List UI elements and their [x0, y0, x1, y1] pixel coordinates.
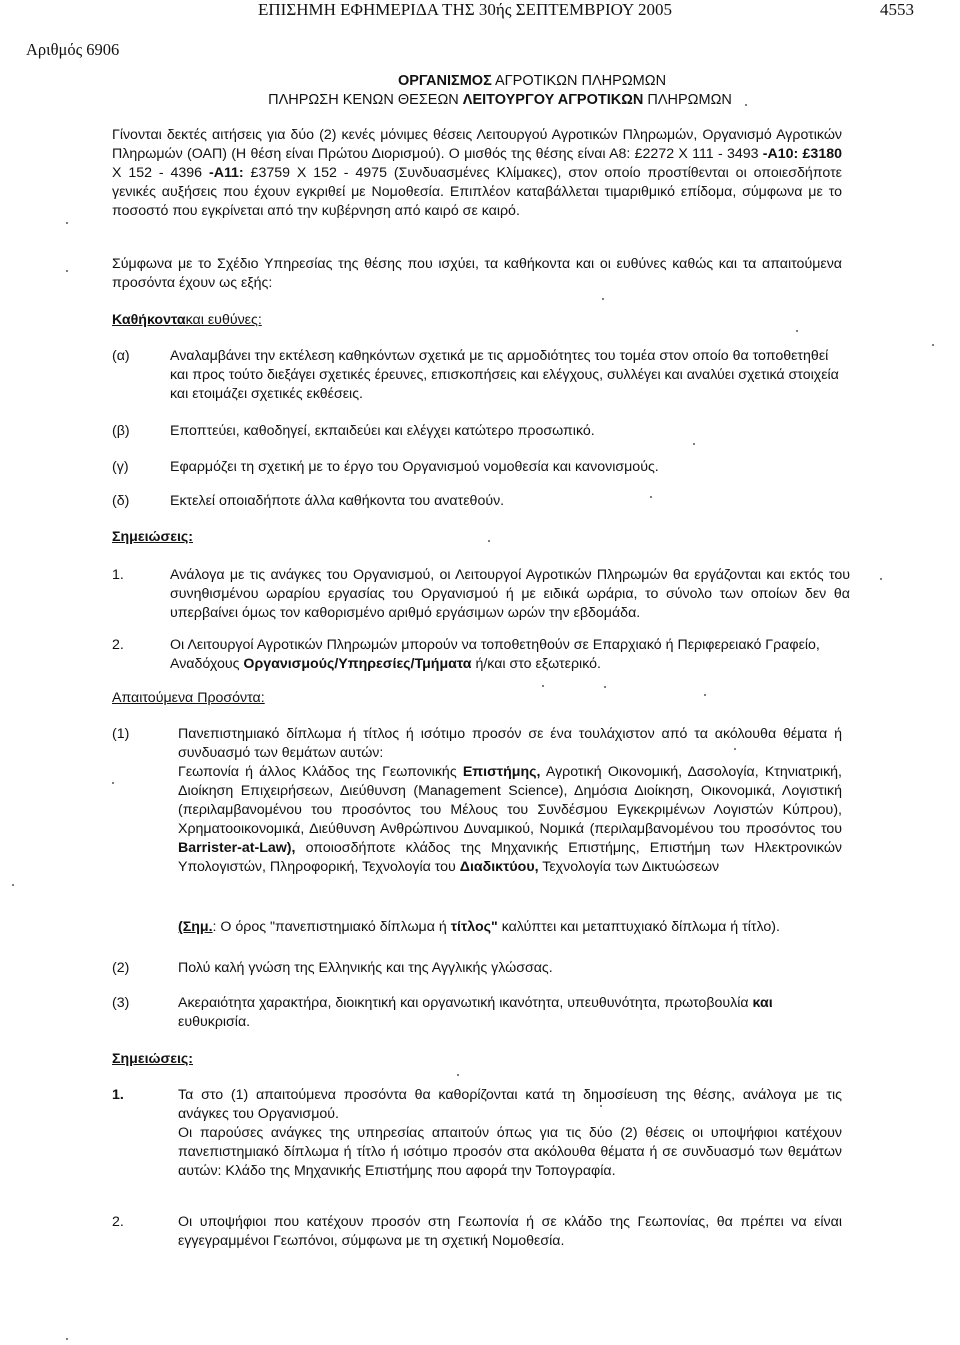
qualification-text-a: Ακεραιότητα χαρακτήρα, διοικητική και οργανωτική ικανότητα, υπευθυνότητα, πρωτοβουλία — [178, 995, 753, 1011]
qualification-note-text — [178, 918, 842, 937]
qualification-note-b: τίτλος" — [450, 919, 498, 935]
scan-speck — [604, 686, 606, 688]
scan-speck — [112, 782, 114, 784]
qualification-note-c: καλύπτει και μεταπτυχιακό δίπλωμα ή τίτλο). — [497, 919, 780, 935]
intro-text-c: Χ 152 - 4396 — [112, 165, 209, 181]
note-label: 2. — [112, 637, 124, 653]
qualification-note-bold: (Σημ. — [178, 919, 213, 935]
organization-title — [52, 72, 960, 91]
note-text — [170, 636, 850, 674]
qualification-text-b: και — [752, 995, 773, 1011]
announcement-title-start: ΠΛΗΡΩΣΗ ΚΕΝΩΝ ΘΕΣΕΩΝ — [268, 92, 463, 108]
note-text-a: Τα στο (1) απαιτούμενα προσόντα θα καθορίζονται κατά τη δημοσίευση της θέσης, ανάλογα με τις ανάγκες του Οργανισμού. — [178, 1087, 842, 1122]
scan-speck — [693, 443, 695, 445]
scan-speck — [66, 1338, 68, 1340]
note-text-bold: Οργανισμούς/Υπηρεσίες/Τμήματα — [243, 656, 472, 672]
scan-speck — [602, 298, 604, 300]
intro-text-e: £3759 Χ 152 - 4975 (Συνδυασμένες Κλίμακες), στον οποίο προστίθενται οι οποιεσδήποτε γενικές αυξήσεις που έχουν εγκριθεί με Νομοθεσία. Επιπλέον καταβάλλεται τιμαριθμικό επίδομα, σύμφωνα με το ποσοστό που εγκρίνεται από την κυβέρνηση από καιρό σε καιρό. — [112, 165, 842, 219]
duty-label: (γ) — [112, 459, 129, 475]
intro-salary-a10: -Α10: £3180 — [762, 146, 842, 162]
announcement-title — [20, 91, 960, 110]
qualification-text-e: Barrister-at-Law), — [178, 840, 296, 856]
qualification-subjects — [178, 763, 842, 877]
qualification-text-b: Γεωπονία ή άλλος Κλάδος της Γεωπονικής — [178, 764, 463, 780]
intro-salary-a11: -Α11: — [208, 165, 244, 181]
announcement-title-end: ΠΛΗΡΩΜΩΝ — [643, 92, 732, 108]
qualification-text — [178, 725, 842, 877]
notes-heading — [112, 528, 842, 547]
notes-heading — [112, 1050, 842, 1069]
scan-speck — [66, 222, 68, 224]
duty-text: Αναλαμβάνει την εκτέλεση καθηκόντων σχετικά με τις αρμοδιότητες του τομέα στον οποίο θα τοποθετηθεί και προς τούτο διεξάγει σχετικές έρευνες, επισκοπήσεις και ελέγχους, συλλέγει και αναλύει σχετικά στοιχεία και ετοιμάζει σχετικές εκθέσεις. — [170, 348, 839, 402]
scan-speck — [488, 540, 490, 542]
qualification-label: (1) — [112, 726, 130, 742]
notes-heading-text: Σημειώσεις: — [112, 1051, 194, 1067]
note-text-a: Οι Λειτουργοί Αγροτικών Πληρωμών μπορούν να τοποθετηθούν σε Επαρχιακό ή Περιφερειακό Γραφείο, Αναδόχους — [170, 637, 820, 672]
qualification-label: (3) — [112, 995, 130, 1011]
scan-speck — [745, 104, 747, 106]
note-label: 2. — [112, 1214, 124, 1230]
duty-label: (α) — [112, 348, 130, 364]
note-label: 1. — [112, 1087, 124, 1103]
scan-speck — [880, 578, 882, 580]
intro-text-2: Σύμφωνα με το Σχέδιο Υπηρεσίας της θέσης που ισχύει, τα καθήκοντα και οι ευθύνες καθώς και τα απαιτούμενα προσόντα έχουν ως εξής: — [112, 256, 842, 291]
page-header — [0, 0, 960, 30]
note-text-b: Οι παρούσες ανάγκες της υπηρεσίας απαιτούν όπως για τις δύο (2) θέσεις οι υποψήφιοι κατέχουν πανεπιστημιακό δίπλωμα ή τίτλο ή ισότιμο προσόν στα ακόλουθα θέματα ή σε συνδυασμό των θεμάτων αυτών: Κλάδο της Μηχανικής Επιστήμης που αφορά την Τοπογραφία. — [178, 1125, 842, 1179]
duty-text: Εποπτεύει, καθοδηγεί, εκπαιδεύει και ελέγχει κατώτερο προσωπικό. — [170, 423, 595, 439]
qualifications-heading — [112, 689, 842, 708]
scan-speck — [457, 1074, 459, 1076]
notes-heading-text: Σημειώσεις: — [112, 529, 194, 545]
organization-name-rest: ΑΓΡΟΤΙΚΩΝ ΠΛΗΡΩΜΩΝ — [491, 73, 667, 89]
note-text-c: ή/και στο εξωτερικό. — [471, 656, 601, 672]
duties-heading-bold: Καθήκοντα — [112, 312, 186, 328]
note-label: 1. — [112, 567, 124, 583]
qualification-text-g: Διαδικτύου, — [459, 859, 539, 875]
scan-speck — [704, 694, 706, 696]
scan-speck — [66, 270, 68, 272]
scan-speck — [734, 748, 736, 750]
duty-text: Εφαρμόζει τη σχετική με το έργο του Οργανισμού νομοθεσία και κανονισμούς. — [170, 459, 659, 475]
gazette-title: ΕΠΙΣΗΜΗ ΕΦΗΜΕΡΙΔΑ ΤΗΣ 30ής ΣΕΠΤΕΜΒΡΙΟΥ 2005 — [258, 0, 672, 19]
note-text — [178, 1086, 842, 1181]
intro-paragraph — [112, 126, 842, 221]
scan-speck — [600, 1105, 602, 1107]
qualification-text-a: Πανεπιστημιακό δίπλωμα ή τίτλος ή ισότιμο προσόν σε ένα τουλάχιστον από τα ακόλουθα θέματα ή συνδυασμό των θεμάτων αυτών: — [178, 726, 842, 761]
qualification-text-f: οποιοσδήποτε κλάδος της Μηχανικής Επιστήμης, Επιστήμη των Ηλεκτρονικών Υπολογιστών, Πληροφορική, Τεχνολογία του — [178, 840, 842, 875]
duty-label: (δ) — [112, 493, 130, 509]
duties-heading-rest: και ευθύνες: — [185, 312, 262, 328]
intro-paragraph-2 — [112, 255, 842, 293]
qualifications-heading-text: Απαιτούμενα Προσόντα: — [112, 690, 265, 706]
page-number: 4553 — [880, 0, 914, 19]
qualification-text-c: Επιστήμης, — [462, 764, 541, 780]
duty-label: (β) — [112, 423, 130, 439]
scan-speck — [932, 344, 934, 346]
qualification-text-h: Τεχνολογία των Δικτυώσεων — [538, 859, 720, 875]
note-text: Οι υποψήφιοι που κατέχουν προσόν στη Γεωπονία ή σε κλάδο της Γεωπονίας, θα πρέπει να είναι εγγεγραμμένοι Γεωπόνοι, σύμφωνα με τη σχετική Νομοθεσία. — [178, 1214, 842, 1249]
qualification-text-d: Αγροτική Οικονομική, Δασολογία, Κτηνιατρική, Διοίκηση Επιχειρήσεων, Διεύθυνση (Management Science), Δημόσια Διοίκηση, Οικονομικά, Λογιστική (περιλαμβανομένου του προσόντος του Μέλους του Συνδέσμου Εγκεκριμένων Λογιστών Κύπρου), Χρηματοοικονομικά, Διεύθυνση Ανθρώπινου Δυναμικού, Νομικά (περιλαμβανομένου του προσόντος του — [178, 764, 842, 837]
qualification-text — [178, 994, 842, 1032]
scan-speck — [650, 496, 652, 498]
intro-text-a: Γίνονται δεκτές αιτήσεις για δύο (2) κενές μόνιμες θέσεις Λειτουργού Αγροτικών Πληρωμών, Οργανισμό Αγροτικών Πληρωμών (ΟΑΠ) (Η θέση είναι Πρώτου Διορισμού). Ο μισθός της θέσης είναι Α8: £2272 Χ 111 - 3493 — [112, 127, 842, 162]
qualification-text-c: ευθυκρισία. — [178, 1014, 251, 1030]
scan-speck — [12, 884, 14, 886]
qualification-text: Πολύ καλή γνώση της Ελληνικής και της Αγγλικής γλώσσας. — [178, 960, 553, 976]
duties-heading — [112, 311, 842, 330]
decree-number: Αριθμός 6906 — [26, 40, 120, 59]
duty-text: Εκτελεί οποιαδήποτε άλλα καθήκοντα του ανατεθούν. — [170, 493, 505, 509]
scan-speck — [542, 685, 544, 687]
note-text: Ανάλογα με τις ανάγκες του Οργανισμού, οι Λειτουργοί Αγροτικών Πληρωμών θα εργάζονται και εκτός του συνηθισμένου ωραρίου εργασίας του Οργανισμού ή με ειδικά ωράρια, το σύνολο των οποίων δεν θα υπερβαίνει όμως τον καθορισμένο αριθμό εργάσιμων ωρών την εβδομάδα. — [170, 567, 850, 621]
qualification-label: (2) — [112, 960, 130, 976]
organization-name: ΟΡΓΑΝΙΣΜΟΣ — [397, 73, 492, 89]
qualification-note-a: : Ο όρος "πανεπιστημιακό δίπλωμα ή — [212, 919, 451, 935]
scan-speck — [796, 330, 798, 332]
announcement-title-bold: ΛΕΙΤΟΥΡΓΟΥ ΑΓΡΟΤΙΚΩΝ — [462, 92, 644, 108]
